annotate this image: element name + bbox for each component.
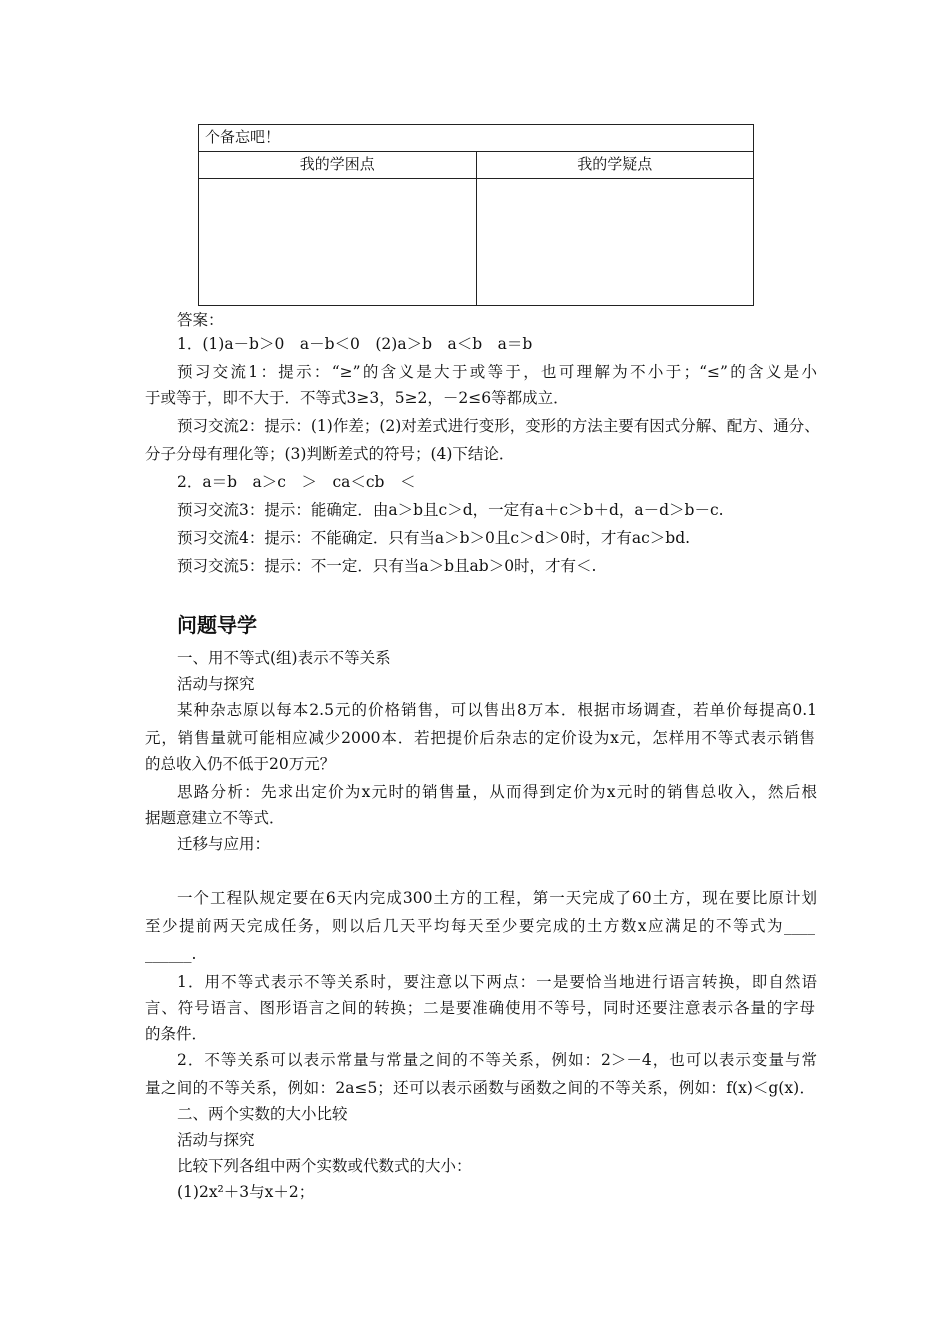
memo-cell-doubts[interactable]: [476, 179, 754, 306]
exercise-line1: 一个工程队规定要在6天内完成300土方的工程，第一天完成了60土方，现在要比原计划: [177, 889, 817, 907]
answer-1: 1．(1)a－b＞0 a－b＜0 (2)a＞b a＜b a＝b: [177, 335, 533, 353]
preview-exchange-3: 预习交流3：提示：能确定．由a＞b且c＞d，一定有a＋c＞b＋d，a－d＞b－c.: [177, 501, 724, 519]
preview-exchange-2-line2: 分子分母有理化等；(3)判断差式的符号；(4)下结论．: [145, 445, 515, 463]
problem-1-line2: 元，销售量就可能相应减少2000本．若把提价后杂志的定价设为x元，怎样用不等式表示销售: [145, 729, 815, 747]
preview-exchange-1-line1: 预习交流1：提示：“≥”的含义是大于或等于，也可理解为不小于；“≤”的含义是小: [177, 363, 817, 381]
transfer-label: 迁移与应用：: [177, 835, 271, 853]
analysis-line1: 思路分析：先求出定价为x元时的销售量，从而得到定价为x元时的销售总收入，然后根: [177, 783, 817, 801]
note-1-line1: 1．用不等式表示不等关系时，要注意以下两点：一是要恰当地进行语言转换，即自然语: [177, 973, 817, 991]
answer-2: 2．a＝b a＞c ＞ ca＜cb ＜: [177, 473, 416, 491]
preview-exchange-1-line2: 于或等于，即不大于．不等式3≥3，5≥2，－2≤6等都成立．: [145, 389, 569, 407]
memo-cell-difficulties[interactable]: [199, 179, 477, 306]
memo-title: 个备忘吧！: [199, 125, 754, 152]
exercise-line3: ______.: [145, 945, 197, 963]
subsection-2-title: 二、两个实数的大小比较: [177, 1105, 348, 1123]
analysis-line2: 据题意建立不等式．: [145, 809, 285, 827]
problem-1-line1: 某种杂志原以每本2.5元的价格销售，可以售出8万本．根据市场调查，若单价每提高0.1: [177, 701, 817, 719]
note-2-line1: 2．不等关系可以表示常量与常量之间的不等关系，例如：2＞－4，也可以表示变量与常: [177, 1051, 817, 1069]
note-1-line3: 的条件．: [145, 1025, 208, 1043]
comparison-item-1: (1)2x²＋3与x＋2；: [177, 1183, 315, 1201]
exercise-line2: 至少提前两天完成任务，则以后几天平均每天至少要完成的土方数x应满足的不等式为____: [145, 917, 815, 935]
memo-column-doubts: 我的学疑点: [476, 152, 754, 179]
preview-exchange-4: 预习交流4：提示：不能确定．只有当a＞b＞0且c＞d＞0时，才有ac＞bd.: [177, 529, 691, 547]
comparison-prompt: 比较下列各组中两个实数或代数式的大小：: [177, 1157, 472, 1175]
section-heading: 问题导学: [177, 613, 257, 637]
activity-label-2: 活动与探究: [177, 1131, 255, 1149]
problem-1-line3: 的总收入仍不低于20万元？: [145, 755, 336, 773]
note-1-line2: 言、符号语言、图形语言之间的转换；二是要准确使用不等号，同时还要注意表示各量的字母: [145, 999, 815, 1017]
note-2-line2: 量之间的不等关系，例如：2a≤5；还可以表示函数与函数之间的不等关系，例如：f(x)＜g(x)．: [145, 1079, 815, 1097]
activity-label-1: 活动与探究: [177, 675, 255, 693]
preview-exchange-5: 预习交流5：提示：不一定．只有当a＞b且ab＞0时，才有＜.: [177, 557, 597, 575]
memo-table: [198, 124, 754, 306]
memo-column-difficulties: 我的学困点: [199, 152, 477, 179]
answer-label: 答案：: [177, 311, 224, 329]
preview-exchange-2-line1: 预习交流2：提示：(1)作差；(2)对差式进行变形，变形的方法主要有因式分解、配方、通分、: [177, 417, 820, 435]
subsection-1-title: 一、用不等式(组)表示不等关系: [177, 649, 391, 667]
